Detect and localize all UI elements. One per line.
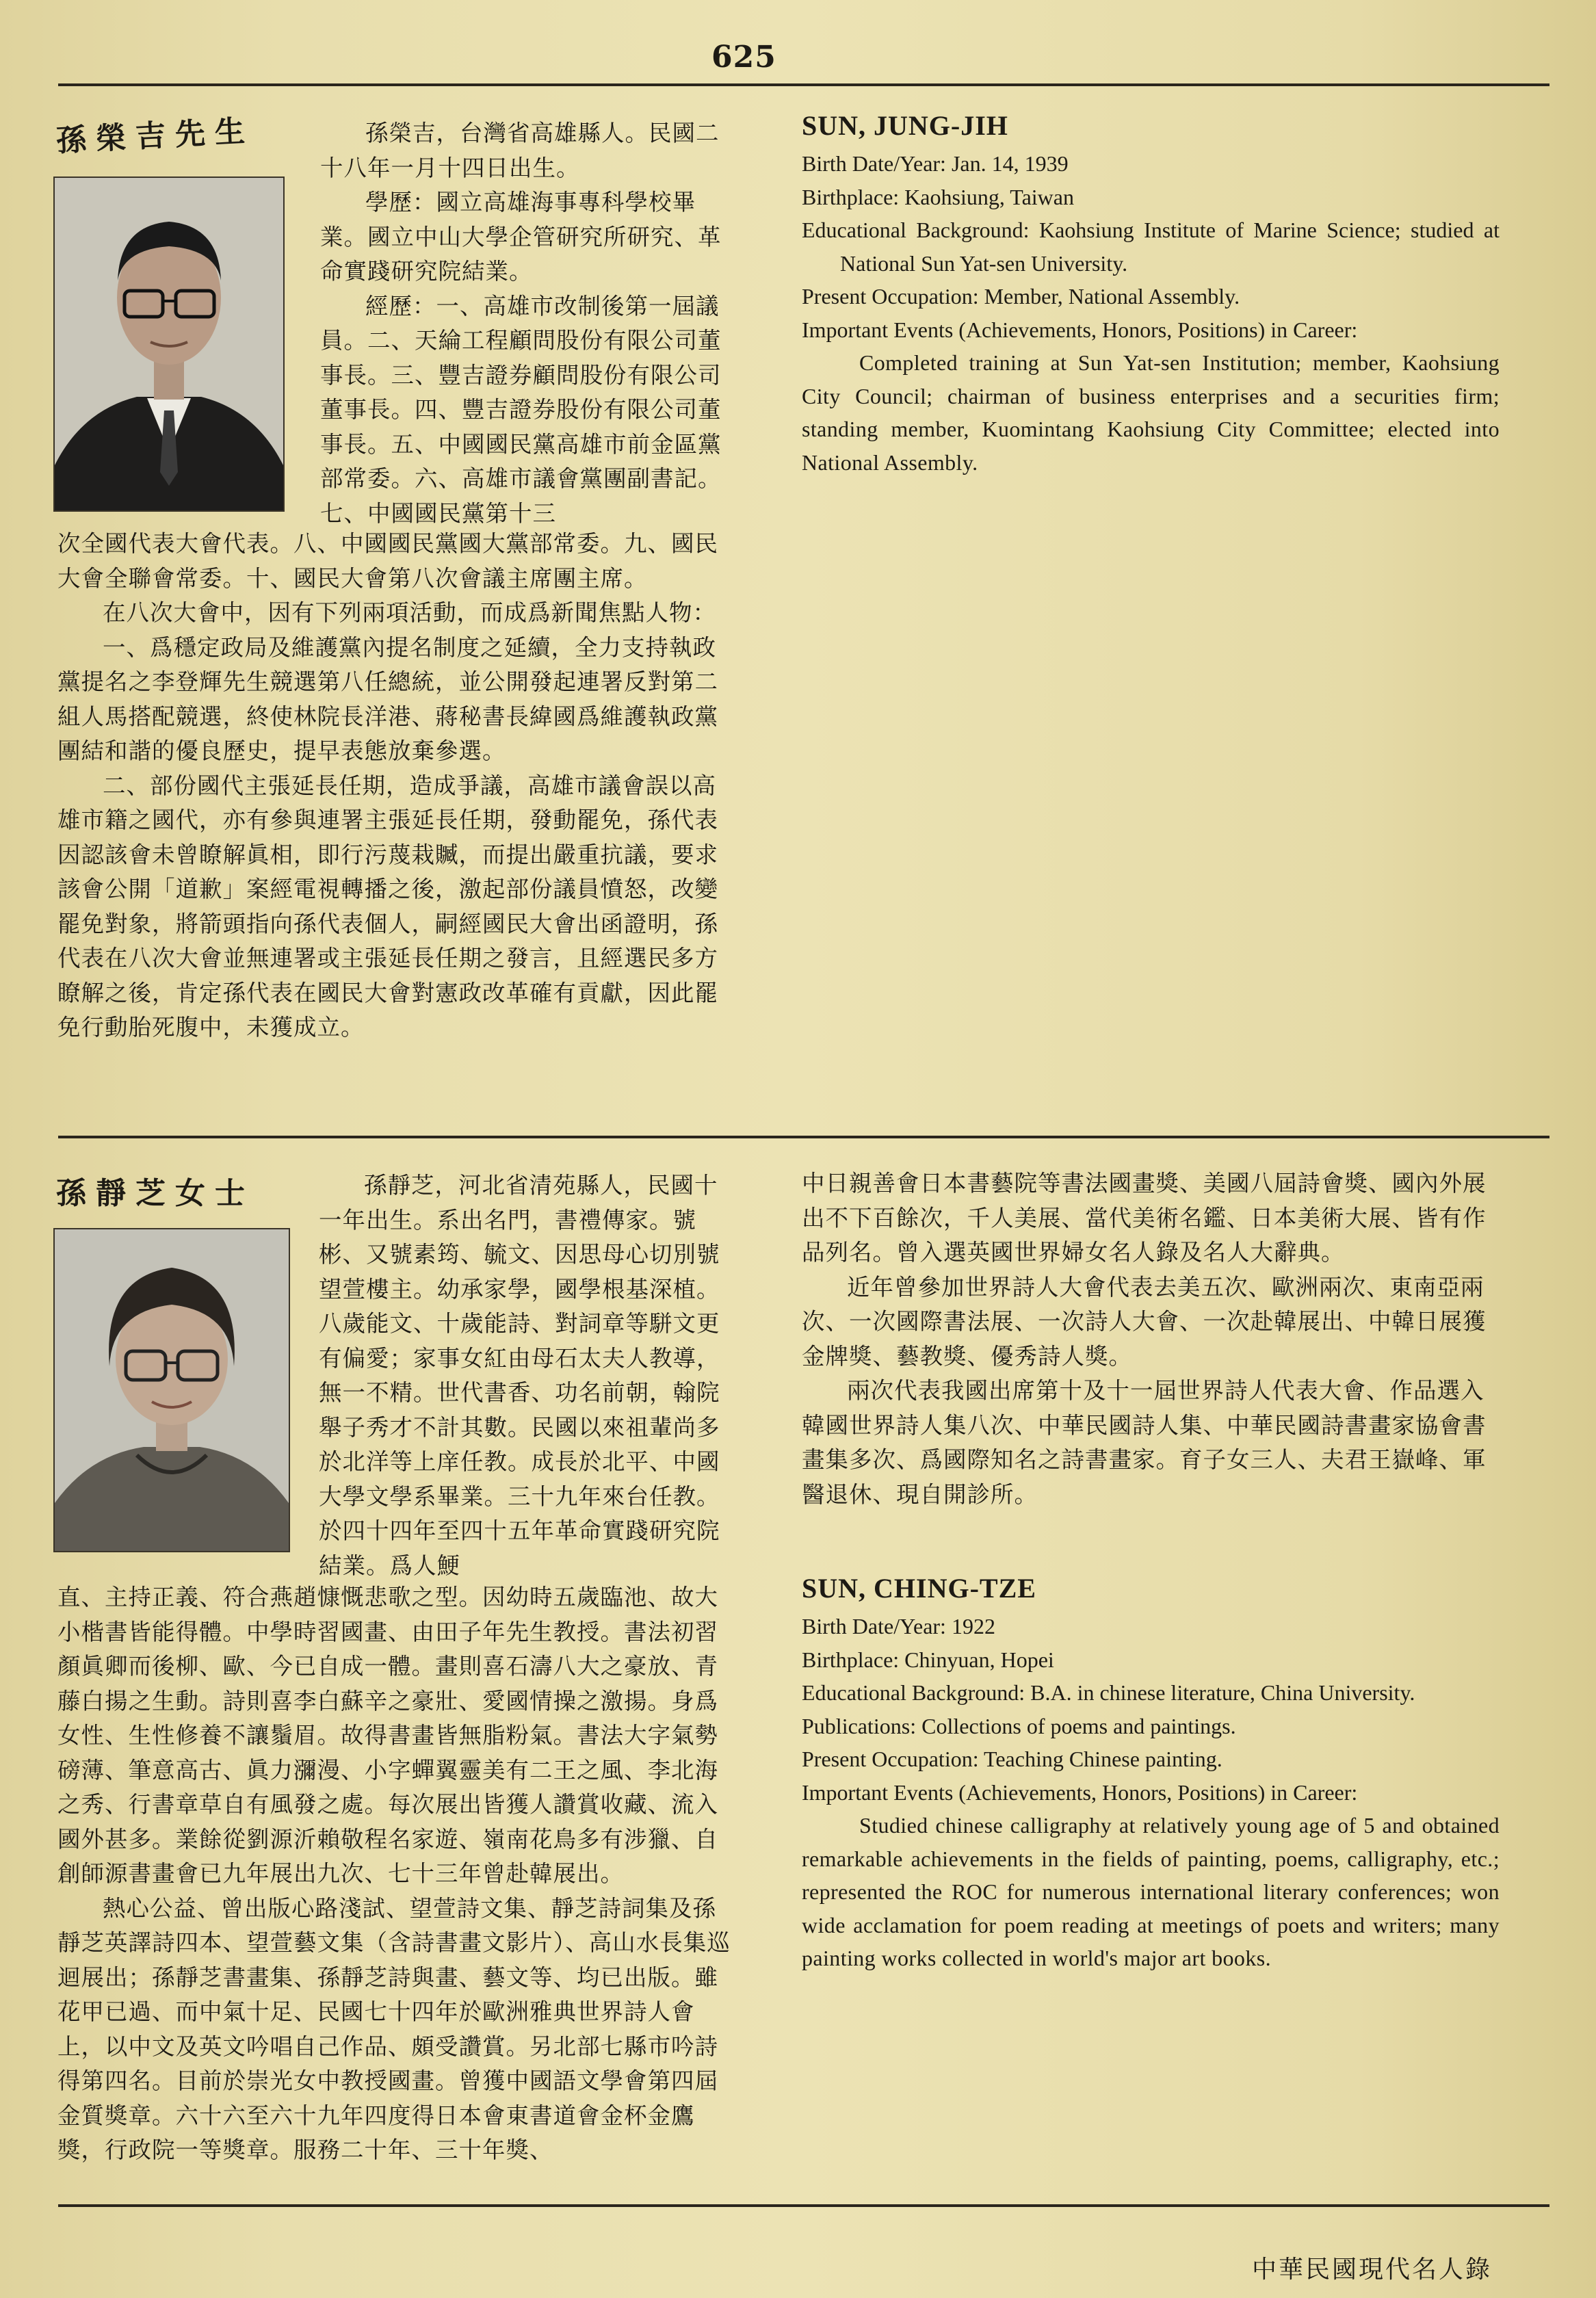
entry2-birthplace: Birthplace: Chinyuan, Hopei — [802, 1647, 1054, 1672]
entry1-events-heading: Important Events (Achievements, Honors, Positions) in Career: — [802, 317, 1358, 342]
entry1-birth-date: Birth Date/Year: Jan. 14, 1939 — [802, 151, 1069, 176]
page-number: 625 — [711, 40, 776, 75]
entry2-zh-family: 兩次代表我國出席第十及十一屆世界詩人代表大會、作品選入韓國世界詩人集八次、中華民國詩人集、中華民國詩書畫家協會書畫集多次、爲國際知名之詩書畫家。育子女三人、夫君王嶽峰、軍醫退休、現自開診所。 — [802, 1377, 1487, 1508]
entry1-chinese-name: 孫榮吉先生 — [55, 113, 256, 159]
entry-divider-rule — [58, 1136, 1549, 1138]
entry2-portrait-photo — [53, 1228, 290, 1552]
entry1-occupation: Present Occupation: Member, National Assembly. — [802, 284, 1240, 309]
entry1-chinese-side-text — [320, 116, 739, 527]
entry1-portrait-photo — [53, 177, 285, 512]
entry2-publications: Publications: Collections of poems and paintings. — [802, 1713, 1236, 1738]
entry2-zh-conferences: 近年曾參加世界詩人大會代表去美五次、歐洲兩次、東南亞兩次、一次國際書法展、一次詩人大會、一次赴韓展出、中韓日展獲金牌獎、藝教獎、優秀詩人獎。 — [802, 1273, 1487, 1370]
footer-book-title: 中華民國現代名人錄 — [1251, 2256, 1492, 2284]
portrait-man-image — [55, 178, 283, 510]
entry2-chinese-full-text — [57, 1580, 739, 2182]
entry1-zh-event-2: 二、部份國代主張延長任期，造成爭議，高雄市議會誤以高雄市籍之國代，亦有參與連署主張延長任期，發動罷免，孫代表因認該會未曾瞭解眞相，即行污蔑栽贓，而提出嚴重抗議，要求該會公開「道歉」案經電視轉播之後，激起部份議員憤怒，改變罷免對象，將箭頭指向孫代表個人，嗣經國民大會出函證明，孫代表在八次大會並無連署或主張延長任期之發言，且經選民多方瞭解之後，肯定孫代表在國民大會對憲政改革確有貢獻，因此罷免行動胎死腹中，未獲成立。 — [57, 772, 718, 1041]
entry2-english-text — [802, 1572, 1500, 2188]
entry2-zh-bio-cont: 直、主持正義、符合燕趙慷慨悲歌之型。因幼時五歲臨池、故大小楷書皆能得體。中學時習國畫、由田子年先生教授。書法初習顏眞卿而後柳、歐、今已自成一體。畫則喜石濤八大之豪放、青藤白揚之生動。詩則喜李白蘇辛之豪壯、愛國情操之激揚。身爲女性、生性修養不讓鬚眉。故得書畫皆無脂粉氣。書法大字氣勢磅薄、筆意高古、眞力瀰漫、小字蟬翼靈美有二王之風、李北海之秀、行書章草自有風發之處。每次展出皆獲人讚賞收藏、流入國外甚多。業餘從劉源沂賴敬程名家遊、嶺南花鳥多有涉獵、自創師源書畫會已九年展出九次、七十三年曾赴韓展出。 — [57, 1584, 718, 1887]
entry1-english-name: SUN, JUNG-JIH — [802, 110, 1008, 141]
entry2-occupation: Present Occupation: Teaching Chinese painting. — [802, 1747, 1222, 1771]
entry2-chinese-right-text — [802, 1166, 1500, 1550]
entry1-zh-experience-cont: 次全國代表大會代表。八、中國國民黨國大黨部常委。九、國民大會全聯會常委。十、國民大會第八次會議主席團主席。 — [57, 530, 718, 592]
entry1-chinese-full-text — [57, 527, 739, 1074]
entry1-zh-event-1: 一、爲穩定政局及維護黨內提名制度之延續，全力支持執政黨提名之李登輝先生競選第八任總統，並公開發起連署反對第二組人馬搭配競選，終使林院長洋港、蔣秘書長緯國爲維護執政黨團結和諧的優良歷史，提早表態放棄參選。 — [57, 634, 718, 764]
entry2-chinese-side-text — [319, 1168, 737, 1579]
portrait-woman-image — [55, 1229, 289, 1551]
entry1-zh-events-intro: 在八次大會中，因有下列兩項活動，而成爲新聞焦點人物： — [103, 599, 716, 626]
entry2-chinese-name: 孫靜芝女士 — [56, 1176, 254, 1211]
bleed-through-texture — [800, 534, 1484, 889]
entry2-zh-intro: 孫靜芝，河北省清苑縣人，民國十一年出生。系出名門，書禮傳家。號彬、又號素筠、毓文、因思母心切別號望萱樓主。幼承家學，國學根基深植。八歲能文、十歲能詩、對詞章等駢文更有偏愛；家事女紅由母石太夫人教導，無一不精。世代書香、功名前朝，翰院舉子秀才不計其數。民國以來祖輩尚多於北洋等上庠任教。成長於北平、中國大學文學系畢業。三十九年來台任教。於四十四年至四十五年革命實踐研究院結業。爲人鯁 — [319, 1172, 720, 1579]
entry1-zh-intro: 孫榮吉，台灣省高雄縣人。民國二十八年一月十四日出生。 — [320, 120, 720, 181]
entry2-birth-date: Birth Date/Year: 1922 — [802, 1614, 995, 1638]
footer-rule — [58, 2204, 1549, 2207]
header-rule — [58, 83, 1549, 86]
entry1-zh-education: 學歷：國立高雄海事專科學校畢業。國立中山大學企管研究所研究、革命實踐研究院結業。 — [320, 189, 722, 285]
entry2-career-text: Studied chinese calligraphy at relatively young age of 5 and obtained remarkable achievements in the fields of painting, poems, calligraphy, etc.; represented the ROC for numerous international literary conferences; won wide acclamation for poem reading at meetings of poets and writers; many painting works collected in world's major art books. — [802, 1813, 1500, 1970]
entry2-zh-awards: 中日親善會日本書藝院等書法國畫獎、美國八屆詩會獎、國內外展出不下百餘次，千人美展、當代美術名鑑、日本美術大展、皆有作品列名。曾入選英國世界婦女名人錄及名人大辭典。 — [802, 1170, 1487, 1266]
entry1-education: Educational Background: Kaohsiung Institute of Marine Science; studied at National Sun Yat-sen University. — [802, 218, 1500, 276]
entry2-education: Educational Background: B.A. in chinese literature, China University. — [802, 1680, 1415, 1705]
entry1-zh-experience: 經歷：一、高雄市改制後第一屆議員。二、天綸工程顧問股份有限公司董事長。三、豐吉證券顧問股份有限公司董事長。四、豐吉證券股份有限公司董事長。五、中國國民黨高雄市前金區黨部常委。六、高雄市議會黨團副書記。七、中國國民黨第十三 — [320, 292, 722, 527]
entry2-events-heading: Important Events (Achievements, Honors, Positions) in Career: — [802, 1779, 1358, 1805]
entry2-english-name: SUN, CHING-TZE — [802, 1573, 1036, 1604]
entry1-english-text — [802, 109, 1500, 534]
entry1-career-text: Completed training at Sun Yat-sen Institution; member, Kaohsiung City Council; chairman of business enterprises and a securities firm; standing member, Kuomintang Kaohsiung City Committee; elected into National Assembly. — [802, 350, 1500, 475]
entry2-zh-publications: 熱心公益、曾出版心路淺試、望萱詩文集、靜芝詩詞集及孫靜芝英譯詩四本、望萱藝文集（含詩書畫文影片）、高山水長集巡迴展出；孫靜芝書畫集、孫靜芝詩與畫、藝文等、均已出版。雖花甲已過、而中氣十足、民國七十四年於歐洲雅典世界詩人會上，以中文及英文吟唱自己作品、頗受讚賞。另北部七縣市吟詩得第四名。目前於崇光女中教授國畫。曾獲中國語文學會第四屆金質獎章。六十六至六十九年四度得日本會東書道會金杯金鷹獎，行政院一等獎章。服務二十年、三十年獎、 — [57, 1894, 731, 2163]
entry1-birthplace: Birthplace: Kaohsiung, Taiwan — [802, 184, 1074, 209]
